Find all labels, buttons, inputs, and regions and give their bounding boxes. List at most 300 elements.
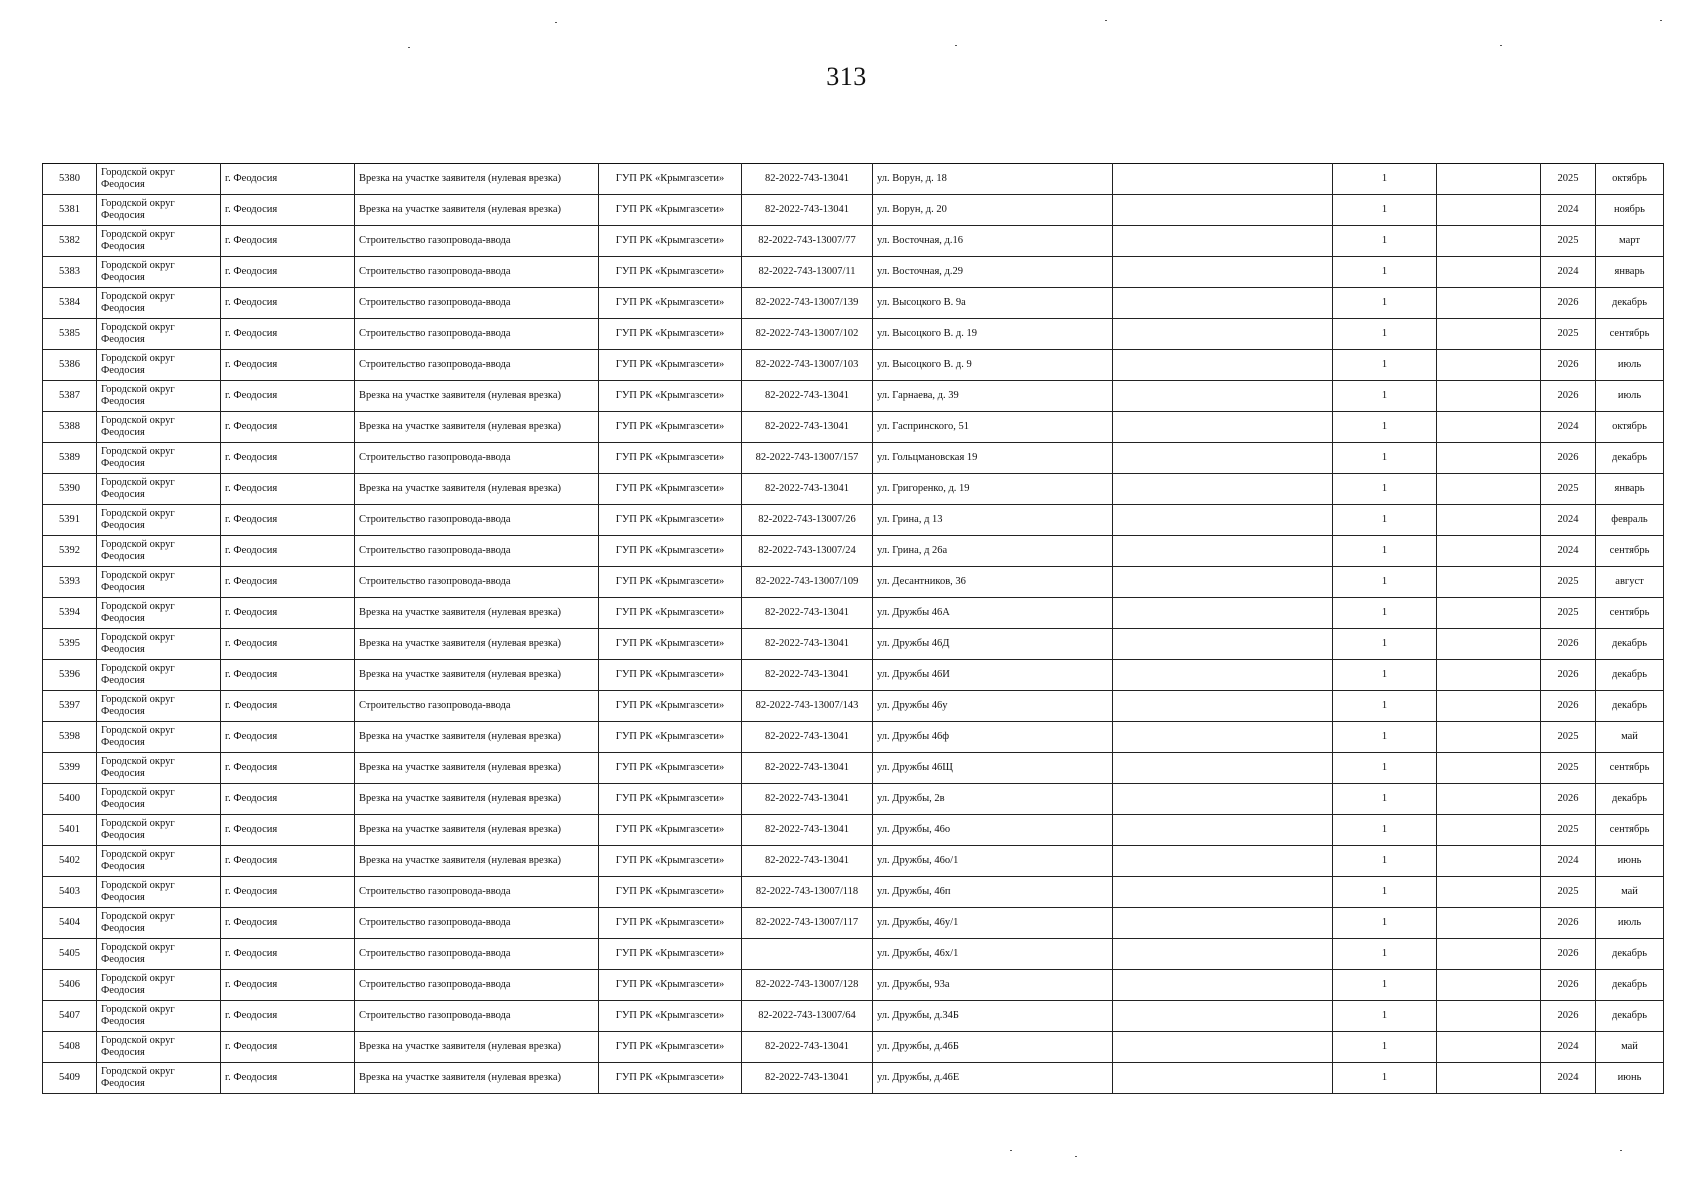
- extra-cell: [1437, 660, 1541, 691]
- table-row: [43, 722, 1664, 753]
- district-cell: Городской округ Феодосия: [97, 257, 221, 288]
- registry-code-cell: 82-2022-743-13007/117: [742, 908, 873, 939]
- registry-code-cell: 82-2022-743-13007/118: [742, 877, 873, 908]
- row-number: 5390: [43, 474, 97, 505]
- extra-cell: [1437, 970, 1541, 1001]
- quantity-cell: 1: [1333, 970, 1437, 1001]
- row-number: 5406: [43, 970, 97, 1001]
- district-cell: Городской округ Феодосия: [97, 536, 221, 567]
- work-type-cell: Врезка на участке заявителя (нулевая врезка): [355, 815, 599, 846]
- year-cell: 2026: [1541, 908, 1596, 939]
- month-cell: июнь: [1596, 846, 1664, 877]
- page-number: 313: [826, 62, 867, 91]
- city-cell: г. Феодосия: [221, 505, 355, 536]
- address-cell: ул. Дружбы, 46х/1: [873, 939, 1113, 970]
- quantity-cell: 1: [1333, 1032, 1437, 1063]
- work-type-cell: Строительство газопровода-ввода: [355, 877, 599, 908]
- row-number: 5403: [43, 877, 97, 908]
- district-cell: Городской округ Феодосия: [97, 1063, 221, 1094]
- month-cell: ноябрь: [1596, 195, 1664, 226]
- table-row: [43, 815, 1664, 846]
- note-cell: [1113, 319, 1333, 350]
- work-type-cell: Строительство газопровода-ввода: [355, 226, 599, 257]
- registry-code-cell: 82-2022-743-13007/24: [742, 536, 873, 567]
- table-row: [43, 660, 1664, 691]
- row-number: 5404: [43, 908, 97, 939]
- scan-speck: [1105, 20, 1107, 21]
- table-row: [43, 784, 1664, 815]
- work-type-cell: Строительство газопровода-ввода: [355, 288, 599, 319]
- city-cell: г. Феодосия: [221, 257, 355, 288]
- district-cell: Городской округ Феодосия: [97, 381, 221, 412]
- registry-code-cell: 82-2022-743-13041: [742, 660, 873, 691]
- registry-code-cell: 82-2022-743-13007/64: [742, 1001, 873, 1032]
- extra-cell: [1437, 319, 1541, 350]
- note-cell: [1113, 722, 1333, 753]
- extra-cell: [1437, 474, 1541, 505]
- city-cell: г. Феодосия: [221, 443, 355, 474]
- work-type-cell: Врезка на участке заявителя (нулевая врезка): [355, 629, 599, 660]
- month-cell: декабрь: [1596, 691, 1664, 722]
- extra-cell: [1437, 939, 1541, 970]
- organization-cell: ГУП РК «Крымгазсети»: [599, 443, 742, 474]
- month-cell: декабрь: [1596, 288, 1664, 319]
- extra-cell: [1437, 691, 1541, 722]
- year-cell: 2025: [1541, 474, 1596, 505]
- work-type-cell: Врезка на участке заявителя (нулевая врезка): [355, 474, 599, 505]
- row-number: 5409: [43, 1063, 97, 1094]
- work-type-cell: Врезка на участке заявителя (нулевая врезка): [355, 598, 599, 629]
- note-cell: [1113, 598, 1333, 629]
- year-cell: 2026: [1541, 1001, 1596, 1032]
- extra-cell: [1437, 164, 1541, 195]
- row-number: 5395: [43, 629, 97, 660]
- district-cell: Городской округ Феодосия: [97, 505, 221, 536]
- month-cell: октябрь: [1596, 412, 1664, 443]
- work-type-cell: Строительство газопровода-ввода: [355, 257, 599, 288]
- year-cell: 2024: [1541, 505, 1596, 536]
- extra-cell: [1437, 908, 1541, 939]
- city-cell: г. Феодосия: [221, 753, 355, 784]
- note-cell: [1113, 474, 1333, 505]
- city-cell: г. Феодосия: [221, 784, 355, 815]
- extra-cell: [1437, 195, 1541, 226]
- year-cell: 2025: [1541, 722, 1596, 753]
- organization-cell: ГУП РК «Крымгазсети»: [599, 691, 742, 722]
- table-row: [43, 846, 1664, 877]
- district-cell: Городской округ Феодосия: [97, 660, 221, 691]
- table-row: [43, 288, 1664, 319]
- work-type-cell: Врезка на участке заявителя (нулевая врезка): [355, 722, 599, 753]
- registry-code-cell: 82-2022-743-13041: [742, 815, 873, 846]
- city-cell: г. Феодосия: [221, 691, 355, 722]
- district-cell: Городской округ Феодосия: [97, 350, 221, 381]
- city-cell: г. Феодосия: [221, 1032, 355, 1063]
- work-type-cell: Строительство газопровода-ввода: [355, 939, 599, 970]
- year-cell: 2024: [1541, 195, 1596, 226]
- district-cell: Городской округ Феодосия: [97, 1032, 221, 1063]
- year-cell: 2025: [1541, 753, 1596, 784]
- note-cell: [1113, 536, 1333, 567]
- city-cell: г. Феодосия: [221, 381, 355, 412]
- organization-cell: ГУП РК «Крымгазсети»: [599, 1032, 742, 1063]
- organization-cell: ГУП РК «Крымгазсети»: [599, 536, 742, 567]
- month-cell: декабрь: [1596, 629, 1664, 660]
- quantity-cell: 1: [1333, 691, 1437, 722]
- table-row: [43, 443, 1664, 474]
- year-cell: 2025: [1541, 164, 1596, 195]
- address-cell: ул. Высоцкого В. д. 19: [873, 319, 1113, 350]
- note-cell: [1113, 939, 1333, 970]
- row-number: 5389: [43, 443, 97, 474]
- organization-cell: ГУП РК «Крымгазсети»: [599, 939, 742, 970]
- note-cell: [1113, 908, 1333, 939]
- address-cell: ул. Дружбы 46Щ: [873, 753, 1113, 784]
- note-cell: [1113, 1063, 1333, 1094]
- address-cell: ул. Восточная, д.29: [873, 257, 1113, 288]
- table-row: [43, 1063, 1664, 1094]
- district-cell: Городской округ Феодосия: [97, 226, 221, 257]
- year-cell: 2025: [1541, 226, 1596, 257]
- address-cell: ул. Дружбы, 46о: [873, 815, 1113, 846]
- organization-cell: ГУП РК «Крымгазсети»: [599, 319, 742, 350]
- district-cell: Городской округ Феодосия: [97, 846, 221, 877]
- work-type-cell: Врезка на участке заявителя (нулевая врезка): [355, 660, 599, 691]
- note-cell: [1113, 164, 1333, 195]
- organization-cell: ГУП РК «Крымгазсети»: [599, 350, 742, 381]
- city-cell: г. Феодосия: [221, 226, 355, 257]
- city-cell: г. Феодосия: [221, 877, 355, 908]
- table-row: [43, 877, 1664, 908]
- extra-cell: [1437, 629, 1541, 660]
- district-cell: Городской округ Феодосия: [97, 877, 221, 908]
- extra-cell: [1437, 505, 1541, 536]
- scan-speck: [1075, 1156, 1077, 1157]
- note-cell: [1113, 567, 1333, 598]
- quantity-cell: 1: [1333, 753, 1437, 784]
- registry-code-cell: 82-2022-743-13007/128: [742, 970, 873, 1001]
- address-cell: ул. Дружбы, д.34Б: [873, 1001, 1113, 1032]
- address-cell: ул. Дружбы 46А: [873, 598, 1113, 629]
- work-type-cell: Строительство газопровода-ввода: [355, 319, 599, 350]
- table-row: [43, 598, 1664, 629]
- table-row: [43, 691, 1664, 722]
- year-cell: 2026: [1541, 939, 1596, 970]
- year-cell: 2024: [1541, 536, 1596, 567]
- registry-code-cell: 82-2022-743-13041: [742, 474, 873, 505]
- note-cell: [1113, 288, 1333, 319]
- district-cell: Городской округ Феодосия: [97, 598, 221, 629]
- year-cell: 2024: [1541, 1063, 1596, 1094]
- registry-code-cell: [742, 939, 873, 970]
- quantity-cell: 1: [1333, 257, 1437, 288]
- work-type-cell: Врезка на участке заявителя (нулевая врезка): [355, 195, 599, 226]
- quantity-cell: 1: [1333, 598, 1437, 629]
- work-type-cell: Строительство газопровода-ввода: [355, 908, 599, 939]
- quantity-cell: 1: [1333, 939, 1437, 970]
- row-number: 5400: [43, 784, 97, 815]
- district-cell: Городской округ Феодосия: [97, 164, 221, 195]
- organization-cell: ГУП РК «Крымгазсети»: [599, 288, 742, 319]
- note-cell: [1113, 753, 1333, 784]
- row-number: 5399: [43, 753, 97, 784]
- year-cell: 2025: [1541, 598, 1596, 629]
- district-cell: Городской округ Феодосия: [97, 722, 221, 753]
- work-type-cell: Строительство газопровода-ввода: [355, 970, 599, 1001]
- month-cell: май: [1596, 722, 1664, 753]
- quantity-cell: 1: [1333, 164, 1437, 195]
- month-cell: май: [1596, 1032, 1664, 1063]
- registry-code-cell: 82-2022-743-13041: [742, 412, 873, 443]
- row-number: 5382: [43, 226, 97, 257]
- organization-cell: ГУП РК «Крымгазсети»: [599, 815, 742, 846]
- table-row: [43, 257, 1664, 288]
- address-cell: ул. Ворун, д. 18: [873, 164, 1113, 195]
- month-cell: октябрь: [1596, 164, 1664, 195]
- organization-cell: ГУП РК «Крымгазсети»: [599, 846, 742, 877]
- registry-code-cell: 82-2022-743-13041: [742, 629, 873, 660]
- table-row: [43, 939, 1664, 970]
- address-cell: ул. Гольцмановская 19: [873, 443, 1113, 474]
- organization-cell: ГУП РК «Крымгазсети»: [599, 567, 742, 598]
- extra-cell: [1437, 1032, 1541, 1063]
- month-cell: февраль: [1596, 505, 1664, 536]
- row-number: 5402: [43, 846, 97, 877]
- table-row: [43, 536, 1664, 567]
- quantity-cell: 1: [1333, 660, 1437, 691]
- quantity-cell: 1: [1333, 908, 1437, 939]
- registry-code-cell: 82-2022-743-13041: [742, 753, 873, 784]
- row-number: 5393: [43, 567, 97, 598]
- table-row: [43, 319, 1664, 350]
- city-cell: г. Феодосия: [221, 536, 355, 567]
- scan-speck: [955, 45, 957, 46]
- city-cell: г. Феодосия: [221, 629, 355, 660]
- quantity-cell: 1: [1333, 567, 1437, 598]
- work-type-cell: Строительство газопровода-ввода: [355, 691, 599, 722]
- city-cell: г. Феодосия: [221, 660, 355, 691]
- address-cell: ул. Дружбы, д.46Б: [873, 1032, 1113, 1063]
- quantity-cell: 1: [1333, 288, 1437, 319]
- extra-cell: [1437, 412, 1541, 443]
- month-cell: декабрь: [1596, 939, 1664, 970]
- row-number: 5396: [43, 660, 97, 691]
- note-cell: [1113, 443, 1333, 474]
- city-cell: г. Феодосия: [221, 815, 355, 846]
- registry-code-cell: 82-2022-743-13007/139: [742, 288, 873, 319]
- registry-code-cell: 82-2022-743-13007/77: [742, 226, 873, 257]
- work-type-cell: Врезка на участке заявителя (нулевая врезка): [355, 846, 599, 877]
- registry-code-cell: 82-2022-743-13041: [742, 1063, 873, 1094]
- extra-cell: [1437, 257, 1541, 288]
- quantity-cell: 1: [1333, 1001, 1437, 1032]
- organization-cell: ГУП РК «Крымгазсети»: [599, 195, 742, 226]
- address-cell: ул. Ворун, д. 20: [873, 195, 1113, 226]
- table-row: [43, 226, 1664, 257]
- registry-table: [42, 163, 1664, 1094]
- district-cell: Городской округ Феодосия: [97, 567, 221, 598]
- month-cell: сентябрь: [1596, 815, 1664, 846]
- note-cell: [1113, 505, 1333, 536]
- organization-cell: ГУП РК «Крымгазсети»: [599, 412, 742, 443]
- extra-cell: [1437, 381, 1541, 412]
- note-cell: [1113, 381, 1333, 412]
- work-type-cell: Строительство газопровода-ввода: [355, 567, 599, 598]
- extra-cell: [1437, 288, 1541, 319]
- quantity-cell: 1: [1333, 846, 1437, 877]
- organization-cell: ГУП РК «Крымгазсети»: [599, 164, 742, 195]
- table-row: [43, 1032, 1664, 1063]
- city-cell: г. Феодосия: [221, 722, 355, 753]
- month-cell: декабрь: [1596, 784, 1664, 815]
- table-row: [43, 381, 1664, 412]
- extra-cell: [1437, 846, 1541, 877]
- address-cell: ул. Высоцкого В. д. 9: [873, 350, 1113, 381]
- quantity-cell: 1: [1333, 722, 1437, 753]
- organization-cell: ГУП РК «Крымгазсети»: [599, 1063, 742, 1094]
- registry-code-cell: 82-2022-743-13041: [742, 195, 873, 226]
- row-number: 5407: [43, 1001, 97, 1032]
- work-type-cell: Врезка на участке заявителя (нулевая врезка): [355, 753, 599, 784]
- registry-code-cell: 82-2022-743-13041: [742, 784, 873, 815]
- quantity-cell: 1: [1333, 505, 1437, 536]
- city-cell: г. Феодосия: [221, 567, 355, 598]
- note-cell: [1113, 691, 1333, 722]
- table-row: [43, 908, 1664, 939]
- organization-cell: ГУП РК «Крымгазсети»: [599, 877, 742, 908]
- organization-cell: ГУП РК «Крымгазсети»: [599, 474, 742, 505]
- organization-cell: ГУП РК «Крымгазсети»: [599, 970, 742, 1001]
- year-cell: 2026: [1541, 288, 1596, 319]
- work-type-cell: Врезка на участке заявителя (нулевая врезка): [355, 412, 599, 443]
- note-cell: [1113, 877, 1333, 908]
- quantity-cell: 1: [1333, 412, 1437, 443]
- row-number: 5380: [43, 164, 97, 195]
- extra-cell: [1437, 722, 1541, 753]
- year-cell: 2026: [1541, 629, 1596, 660]
- city-cell: г. Феодосия: [221, 1001, 355, 1032]
- registry-code-cell: 82-2022-743-13041: [742, 846, 873, 877]
- year-cell: 2026: [1541, 443, 1596, 474]
- district-cell: Городской округ Феодосия: [97, 1001, 221, 1032]
- work-type-cell: Строительство газопровода-ввода: [355, 536, 599, 567]
- note-cell: [1113, 970, 1333, 1001]
- address-cell: ул. Десантников, 36: [873, 567, 1113, 598]
- organization-cell: ГУП РК «Крымгазсети»: [599, 722, 742, 753]
- quantity-cell: 1: [1333, 443, 1437, 474]
- row-number: 5381: [43, 195, 97, 226]
- table-body: [43, 164, 1664, 1094]
- scan-speck: [555, 22, 557, 23]
- extra-cell: [1437, 443, 1541, 474]
- district-cell: Городской округ Феодосия: [97, 691, 221, 722]
- scan-speck: [1010, 1150, 1012, 1151]
- row-number: 5383: [43, 257, 97, 288]
- note-cell: [1113, 629, 1333, 660]
- month-cell: май: [1596, 877, 1664, 908]
- city-cell: г. Феодосия: [221, 1063, 355, 1094]
- extra-cell: [1437, 598, 1541, 629]
- quantity-cell: 1: [1333, 784, 1437, 815]
- year-cell: 2025: [1541, 815, 1596, 846]
- month-cell: сентябрь: [1596, 753, 1664, 784]
- extra-cell: [1437, 567, 1541, 598]
- year-cell: 2024: [1541, 1032, 1596, 1063]
- address-cell: ул. Дружбы, 93а: [873, 970, 1113, 1001]
- work-type-cell: Врезка на участке заявителя (нулевая врезка): [355, 1063, 599, 1094]
- address-cell: ул. Дружбы 46Д: [873, 629, 1113, 660]
- scan-speck: [1660, 20, 1662, 21]
- address-cell: ул. Гарнаева, д. 39: [873, 381, 1113, 412]
- year-cell: 2024: [1541, 412, 1596, 443]
- table-row: [43, 195, 1664, 226]
- address-cell: ул. Дружбы, 2в: [873, 784, 1113, 815]
- district-cell: Городской округ Феодосия: [97, 753, 221, 784]
- extra-cell: [1437, 536, 1541, 567]
- note-cell: [1113, 412, 1333, 443]
- table-row: [43, 970, 1664, 1001]
- month-cell: январь: [1596, 474, 1664, 505]
- address-cell: ул. Грина, д 26а: [873, 536, 1113, 567]
- extra-cell: [1437, 815, 1541, 846]
- district-cell: Городской округ Феодосия: [97, 815, 221, 846]
- note-cell: [1113, 846, 1333, 877]
- address-cell: ул. Дружбы, 46о/1: [873, 846, 1113, 877]
- registry-code-cell: 82-2022-743-13041: [742, 381, 873, 412]
- month-cell: июнь: [1596, 1063, 1664, 1094]
- district-cell: Городской округ Феодосия: [97, 939, 221, 970]
- address-cell: ул. Восточная, д.16: [873, 226, 1113, 257]
- organization-cell: ГУП РК «Крымгазсети»: [599, 226, 742, 257]
- address-cell: ул. Дружбы 46у: [873, 691, 1113, 722]
- registry-code-cell: 82-2022-743-13041: [742, 598, 873, 629]
- row-number: 5386: [43, 350, 97, 381]
- month-cell: сентябрь: [1596, 319, 1664, 350]
- row-number: 5388: [43, 412, 97, 443]
- organization-cell: ГУП РК «Крымгазсети»: [599, 381, 742, 412]
- district-cell: Городской округ Феодосия: [97, 474, 221, 505]
- extra-cell: [1437, 877, 1541, 908]
- note-cell: [1113, 257, 1333, 288]
- district-cell: Городской округ Феодосия: [97, 412, 221, 443]
- table-row: [43, 567, 1664, 598]
- quantity-cell: 1: [1333, 1063, 1437, 1094]
- month-cell: декабрь: [1596, 1001, 1664, 1032]
- month-cell: сентябрь: [1596, 536, 1664, 567]
- work-type-cell: Врезка на участке заявителя (нулевая врезка): [355, 1032, 599, 1063]
- row-number: 5391: [43, 505, 97, 536]
- month-cell: июль: [1596, 350, 1664, 381]
- district-cell: Городской округ Феодосия: [97, 195, 221, 226]
- year-cell: 2026: [1541, 381, 1596, 412]
- registry-code-cell: 82-2022-743-13041: [742, 164, 873, 195]
- address-cell: ул. Дружбы 46И: [873, 660, 1113, 691]
- city-cell: г. Феодосия: [221, 939, 355, 970]
- city-cell: г. Феодосия: [221, 970, 355, 1001]
- table-row: [43, 412, 1664, 443]
- quantity-cell: 1: [1333, 195, 1437, 226]
- district-cell: Городской округ Феодосия: [97, 319, 221, 350]
- quantity-cell: 1: [1333, 474, 1437, 505]
- month-cell: сентябрь: [1596, 598, 1664, 629]
- year-cell: 2025: [1541, 567, 1596, 598]
- registry-code-cell: 82-2022-743-13007/26: [742, 505, 873, 536]
- work-type-cell: Строительство газопровода-ввода: [355, 505, 599, 536]
- city-cell: г. Феодосия: [221, 908, 355, 939]
- note-cell: [1113, 660, 1333, 691]
- month-cell: декабрь: [1596, 970, 1664, 1001]
- address-cell: ул. Грина, д 13: [873, 505, 1113, 536]
